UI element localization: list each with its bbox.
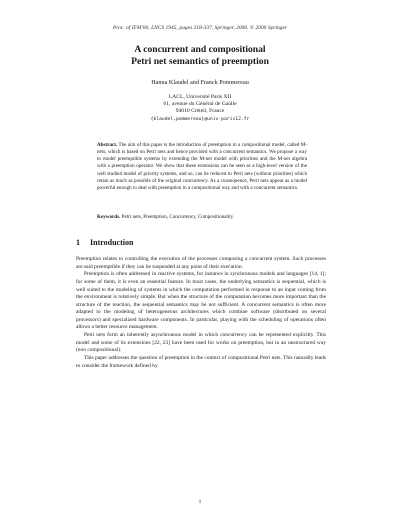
title-line-2: Petri net semantics of preemption xyxy=(131,55,269,67)
publication-note: Proc. of IFM'00, LNCS 1945, pages 318-337, Springer, 2000. © 2000 Springer xyxy=(112,25,288,31)
paragraph: This paper addresses the question of preemption in the context of compositional Petri nets. This naturally leads to consider the framework defined by xyxy=(76,355,326,369)
keywords-label: Keywords. xyxy=(97,214,121,220)
affiliation-street: 61, avenue du Général de Gaulle xyxy=(163,101,237,108)
affiliation xyxy=(0,94,400,123)
section-number: 1 xyxy=(76,238,80,247)
section-heading xyxy=(76,238,326,247)
keywords xyxy=(97,214,307,221)
keywords-text: Petri nets, Preemption, Concurrency, Compositionality. xyxy=(121,214,235,220)
paragraph: Preemption is often addressed in reactive systems, for instance in synchronous models and languages [14, 1]; for some of them, it is even an essential feature. In most cases, the underlying semantics is sequential, which is well suited to the modeling of systems in which the computation performed in response to an input coming from the environment is relatively simple. But when the structure of the computation becomes more important than the structure of the reaction, the sequential semantics may be not sufficient. A concurrent semantics is often more adapted to the modeling of heterogeneous architectures which combine software (distributed on several processors) and specialized hardware components. In particular, playing with the scheduling of operations often allows a better resource management. xyxy=(76,271,326,331)
title-line-1: A concurrent and compositional xyxy=(134,44,266,55)
affiliation-institution: LACL, Université Paris XII xyxy=(168,94,232,100)
affiliation-city: 94010 Créteil, France xyxy=(175,108,225,115)
abstract xyxy=(97,142,307,192)
abstract-label: Abstract. xyxy=(97,142,118,148)
introduction-body xyxy=(76,256,326,371)
authors: Hanna Klaudel and Franck Pommereau xyxy=(151,79,249,86)
page-number: 1 xyxy=(198,499,202,505)
paragraph: Petri nets form an inherently asynchronous model in which concurrency can be represented explicitly. This model and some of its extensions [22, 23] have been used for works on preemption, but in an unstructured way (non compositional). xyxy=(76,332,326,354)
paragraph: Preemption relates to controlling the execution of the processes composing a concurrent system. Such processes are said preemptible if they can be suspended at any point of their execution. xyxy=(76,256,326,270)
section-title: Introduction xyxy=(90,238,134,247)
paper-title xyxy=(0,44,400,68)
abstract-text: The aim of this paper is the introduction of preemption in a compositional model, called M-nets, which is based on Petri nets and hence provided with a concurrent semantics. We propose a way to model preemptible systems by extending the M-net model with priorities and the M-net algebra with a preemption operator. We show that these extensions can be seen as a high-level version of the well studied model of priority systems, and so, can be reduced to Petri nets (without priorities) which retain as much as possible of the original concurrency. As a consequence, Petri nets appear as a model powerful enough to deal with preemption in a compositional way and with a concurrent semantics. xyxy=(97,142,307,191)
affiliation-email: {klaudel,pommereau}@univ-paris12.fr xyxy=(150,116,250,122)
